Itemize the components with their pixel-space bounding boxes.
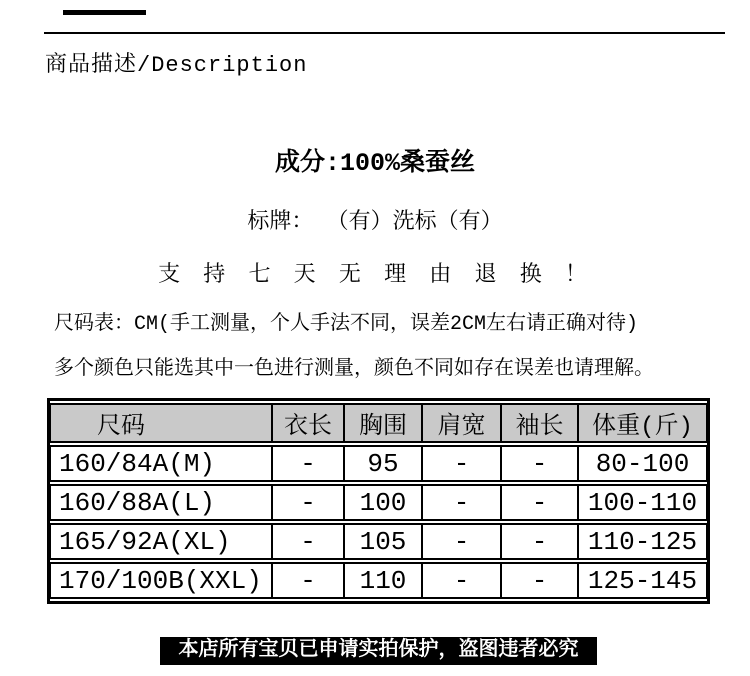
size-table-header-row	[50, 403, 707, 443]
size-chart-note-1: 尺码表：CM(手工测量，个人手法不同，误差2CM左右请正确对待)	[54, 313, 639, 336]
table-cell: 110	[344, 562, 422, 599]
table-cell: -	[501, 562, 578, 599]
header-cell-shoulder: 肩宽	[422, 403, 501, 443]
header-cell-size: 尺码	[50, 403, 272, 443]
table-cell: 80-100	[578, 445, 707, 482]
size-chart-note-2: 多个颜色只能选其中一色进行测量，颜色不同如存在误差也请理解。	[54, 358, 654, 381]
header-divider-line	[44, 32, 725, 34]
page-title: 商品描述/Description	[45, 53, 308, 78]
header-accent-bar	[63, 10, 146, 15]
header-cell-length: 衣长	[272, 403, 344, 443]
header-cell-sleeve: 袖长	[501, 403, 578, 443]
anti-theft-notice-bar: 本店所有宝贝已申请实拍保护，盗图违者必究	[160, 637, 597, 665]
composition-line: 成分:100%桑蚕丝	[274, 149, 475, 178]
table-row	[50, 562, 707, 599]
size-table	[47, 398, 710, 604]
table-cell: 170/100B(XXL)	[50, 562, 272, 599]
table-cell: 95	[344, 445, 422, 482]
table-cell: -	[272, 484, 344, 521]
table-cell: -	[501, 445, 578, 482]
table-cell: 100	[344, 484, 422, 521]
table-cell: 165/92A(XL)	[50, 523, 272, 560]
table-cell: 105	[344, 523, 422, 560]
table-cell: -	[422, 445, 501, 482]
table-cell: -	[272, 445, 344, 482]
header-cell-bust: 胸围	[344, 403, 422, 443]
table-cell: 110-125	[578, 523, 707, 560]
table-cell: -	[501, 484, 578, 521]
table-cell: -	[272, 523, 344, 560]
table-row	[50, 523, 707, 560]
return-policy-line: 支 持 七 天 无 理 由 退 换 ！	[158, 263, 592, 288]
table-cell: -	[422, 562, 501, 599]
table-cell: -	[501, 523, 578, 560]
table-cell: -	[272, 562, 344, 599]
table-cell: 160/84A(M)	[50, 445, 272, 482]
label-wash-line: 标牌： （有）洗标（有）	[247, 210, 503, 235]
table-cell: -	[422, 523, 501, 560]
header-cell-weight: 体重(斤)	[578, 403, 707, 443]
table-row	[50, 484, 707, 521]
table-cell: 160/88A(L)	[50, 484, 272, 521]
table-cell: 100-110	[578, 484, 707, 521]
table-cell: 125-145	[578, 562, 707, 599]
table-cell: -	[422, 484, 501, 521]
table-row	[50, 445, 707, 482]
